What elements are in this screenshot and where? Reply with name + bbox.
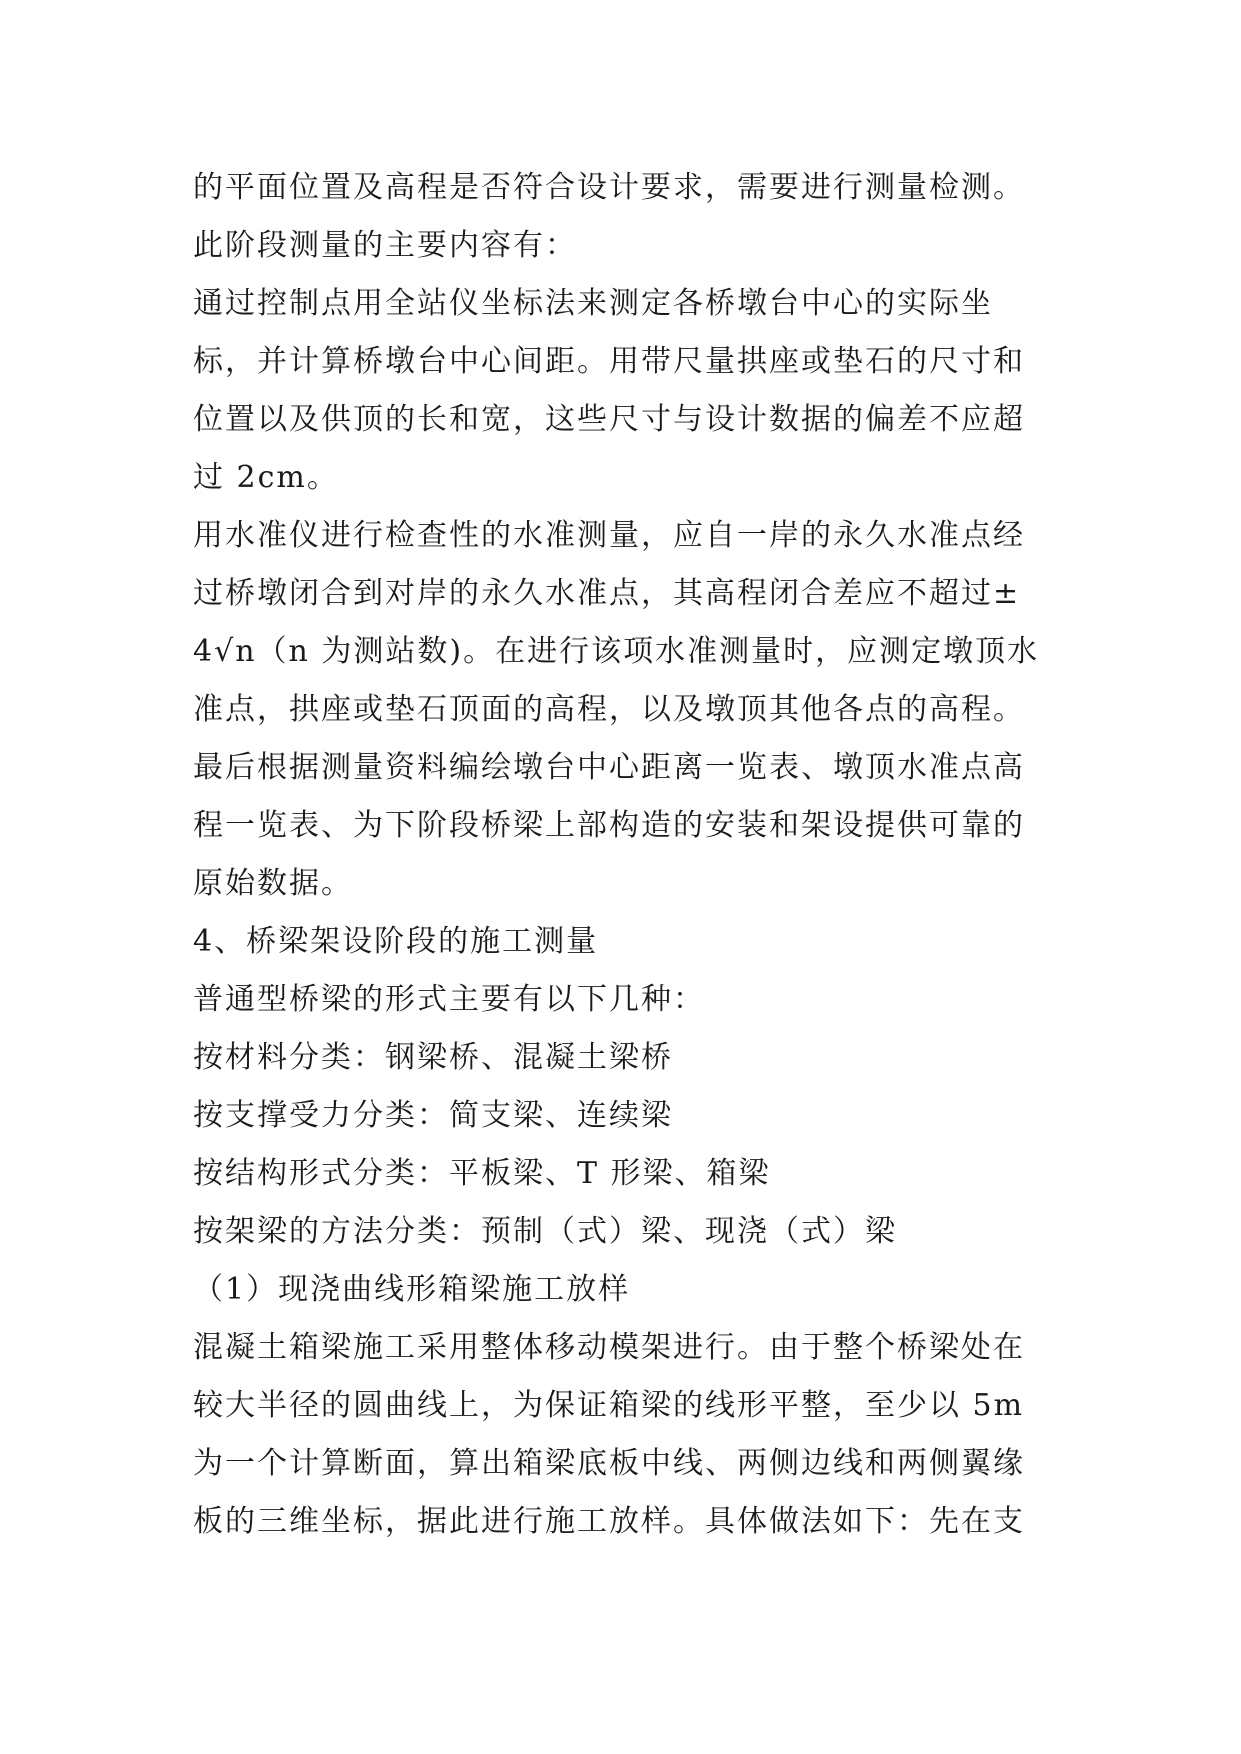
body-text-line: 板的三维坐标，据此进行施工放样。具体做法如下：先在支 xyxy=(193,1504,1025,1539)
body-text-line: 最后根据测量资料编绘墩台中心距离一览表、墩顶水准点高 xyxy=(193,750,1025,785)
list-item: 按材料分类：钢梁桥、混凝土梁桥 xyxy=(193,1040,673,1075)
body-text-line: 标，并计算桥墩台中心间距。用带尺量拱座或垫石的尺寸和 xyxy=(193,344,1025,379)
body-text-line: 位置以及供顶的长和宽，这些尺寸与设计数据的偏差不应超 xyxy=(193,402,1025,437)
body-text-line: 此阶段测量的主要内容有： xyxy=(193,228,577,263)
body-text-line: 准点，拱座或垫石顶面的高程，以及墩顶其他各点的高程。 xyxy=(193,692,1025,727)
body-text-line: 原始数据。 xyxy=(193,866,353,901)
body-text-line: 为一个计算断面，算出箱梁底板中线、两侧边线和两侧翼缘 xyxy=(193,1446,1025,1481)
list-item: 按架梁的方法分类：预制（式）梁、现浇（式）梁 xyxy=(193,1214,897,1249)
body-text-line: 普通型桥梁的形式主要有以下几种： xyxy=(193,982,705,1017)
section-heading: 4、桥梁架设阶段的施工测量 xyxy=(193,924,599,959)
body-text-line: 的平面位置及高程是否符合设计要求，需要进行测量检测。 xyxy=(193,170,1025,205)
list-item: 按结构形式分类：平板梁、T 形梁、箱梁 xyxy=(193,1156,771,1191)
body-text-line: 用水准仪进行检查性的水准测量，应自一岸的永久水准点经 xyxy=(193,518,1025,553)
list-item: 按支撑受力分类：简支梁、连续梁 xyxy=(193,1098,673,1133)
body-text-line: 通过控制点用全站仪坐标法来测定各桥墩台中心的实际坐 xyxy=(193,286,993,321)
body-text-line: 混凝土箱梁施工采用整体移动模架进行。由于整个桥梁处在 xyxy=(193,1330,1025,1365)
body-text-line: 过桥墩闭合到对岸的永久水准点，其高程闭合差应不超过± xyxy=(193,576,1021,611)
body-text-line: 4√n（n 为测站数)。在进行该项水准测量时，应测定墩顶水 xyxy=(193,634,1040,669)
body-text-line: 较大半径的圆曲线上，为保证箱梁的线形平整，至少以 5m xyxy=(193,1388,1025,1423)
body-text-line: 过 2cm。 xyxy=(193,460,339,495)
body-text-line: 程一览表、为下阶段桥梁上部构造的安装和架设提供可靠的 xyxy=(193,808,1025,843)
subsection-heading: （1）现浇曲线形箱梁施工放样 xyxy=(193,1272,631,1307)
